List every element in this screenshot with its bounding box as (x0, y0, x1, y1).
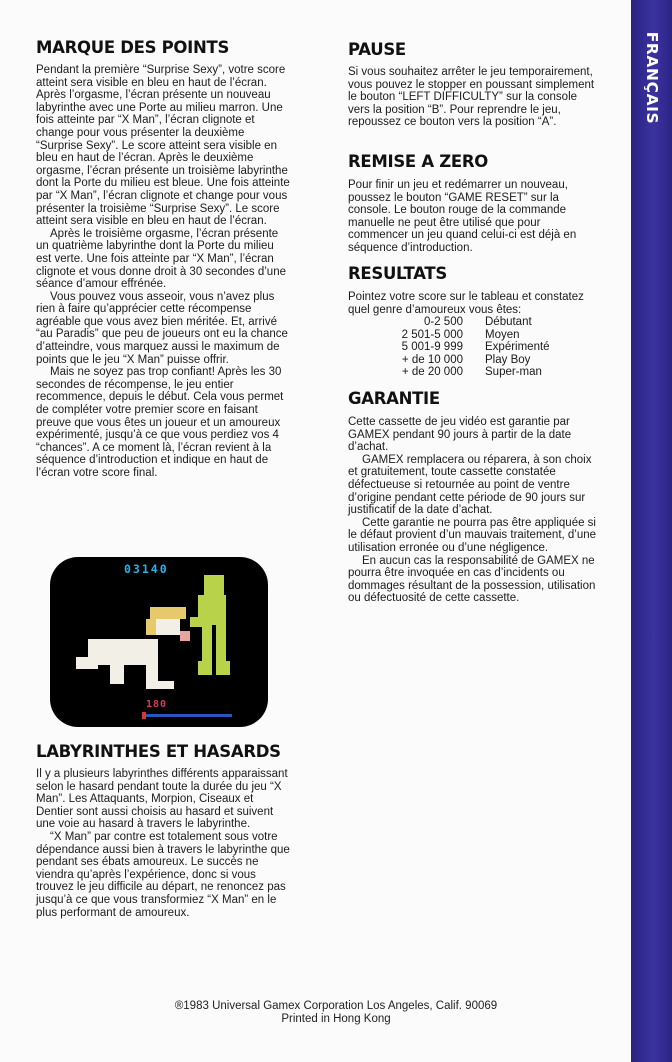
remise-paragraph: Pour finir un jeu et redémarrer un nouveau, poussez le bouton “GAME RESET” sur la console. Le bouton rouge de la commande manuelle ne peut être utilisé que pour commencer un jeu quand celui-ci est déjà en séquence d’introduction. (348, 179, 577, 254)
screenshot-score: 03140 (124, 562, 169, 576)
score-range: + de 20 000 (401, 366, 463, 379)
score-range: 5 001-9 999 (401, 341, 463, 354)
remise-text (348, 179, 598, 255)
score-rank: Débutant (485, 316, 532, 328)
labyrinthes-paragraph-2: “X Man” par contre est totalement sous votre dépendance aussi bien à travers le labyrinthe que pendant ses ébats amoureux. Le succès ne viendra qu’après l’expérience, donc si vous trouvez le jeu difficile au départ, ne renoncez pas jusqu’à ce que vous transformiez “X Man” en le plus performant de amoureux. (36, 830, 290, 919)
score-rank: Super-man (485, 366, 542, 379)
heading-garantie: GARANTIE (348, 389, 440, 408)
score-rank: Play Boy (485, 353, 531, 366)
score-table (348, 316, 550, 379)
screenshot-timer: 180 (146, 699, 168, 710)
heading-marque-des-points: MARQUE DES POINTS (36, 38, 230, 57)
score-range: + de 10 000 (401, 353, 463, 366)
garantie-paragraph-1: Cette cassette de jeu vidéo est garantie par GAMEX pendant 90 jours à partir de la date d’achat. (348, 416, 572, 454)
resultats-intro (348, 291, 598, 316)
score-rank: Expérimenté (485, 341, 550, 354)
score-range: 0-2 500 (423, 316, 463, 328)
score-row (348, 329, 550, 342)
marque-paragraph-4: Mais ne soyez pas trop confiant! Après les 30 secondes de récompense, le jeu entier recommence, depuis le début. Cela vous permet de compléter votre premier score en faisant preuve que vous êtes un joueur et un amoureux expérimenté, jusqu’à ce que vous perdiez vos 4 “chances”. A ce moment là, l’écran revient à la séquence d’introduction et indique en haut de l’écran votre score final. (36, 366, 284, 479)
score-row (348, 354, 550, 367)
heading-resultats: RESULTATS (348, 264, 447, 283)
resultats-intro-text: Pointez votre score sur le tableau et constatez quel genre d’amoureux vous êtes: (348, 291, 584, 316)
score-range: 2 501-5 000 (401, 328, 463, 341)
garantie-paragraph-4: En aucun cas la responsabilité de GAMEX ne pourra être invoquée en cas d’incidents ou dommages résultant de la possession, utilisation ou défectuosité de cette cassette. (348, 554, 596, 605)
labyrinthes-text (36, 768, 292, 919)
marque-paragraph-3: Vous pouvez vous asseoir, vous n’avez plus rien à faire qu’apprécier cette récompense agréable que vous avez bien méritée. Et, arrivé “au Paradis” que peu de joueurs ont eu la chance d’atteindre, vous marquez aussi le maximum de points que le jeu “X Man” puisse offrir. (36, 290, 288, 366)
pause-text (348, 66, 598, 129)
game-screenshot (50, 557, 268, 727)
score-row (348, 316, 550, 329)
language-label: FRANÇAIS (642, 31, 661, 125)
score-rank: Moyen (485, 328, 520, 341)
language-sidebar (631, 0, 672, 1062)
pause-paragraph: Si vous souhaitez arrêter le jeu temporairement, vous pouvez le stopper en poussant simplement le bouton “LEFT DIFFICULTY” sur la console vers la position “B”. Pour reprendre le jeu, repoussez ce bouton vers la position “A”. (348, 66, 595, 129)
heading-remise-a-zero: REMISE A ZERO (348, 152, 489, 171)
footer-copyright: ®1983 Universal Gamex Corporation Los Angeles, Calif. 90069 (174, 1000, 498, 1012)
heading-labyrinthes: LABYRINTHES ET HASARDS (36, 742, 281, 761)
garantie-text (348, 416, 598, 605)
marque-text (36, 64, 292, 480)
garantie-paragraph-3: Cette garantie ne pourra pas être appliquée si le défaut provient d’un mauvais traitement, d’une utilisation erronée ou d’une négligence. (348, 516, 597, 554)
garantie-paragraph-2: GAMEX remplacera ou réparera, à son choix et gratuitement, toute cassette constatée défectueuse si retournée au point de ventre d’origine pendant cette période de 90 jours sur justificatif de la date d’achat. (348, 453, 592, 517)
score-row (348, 366, 550, 379)
marque-paragraph-1: Pendant la première “Surprise Sexy”, votre score atteint sera visible en bleu en haut de l’écran. Après l’orgasme, l’écran présente un nouveau labyrinthe avec une Porte au milieu marron. Une fois atteinte par “X Man”, l’écran clignote et change pour vous présenter la deuxième “Surprise Sexy”. Le score atteint sera visible en bleu en haut de l’écran. Après le deuxième orgasme, l’écran présente un troisième labyrinthe dont la Porte du milieu est bleue. Une fois atteinte par “X Man”, l’écran clignote et change pour vous présenter la troisième “Surprise Sexy”. Le score atteint sera visible en bleu en haut de l’écran. (36, 64, 290, 228)
labyrinthes-paragraph-1: Il y a plusieurs labyrinthes différents apparaissant selon le hasard pendant toute la durée du jeu “X Man”. Les Attaquants, Morpion, Ciseaux et Dentier sont aussi choisis au hasard et suivent une voie au hasard à travers le labyrinthe. (36, 768, 288, 831)
footer-printed: Printed in Hong Kong (281, 1013, 391, 1025)
marque-paragraph-2: Après le troisième orgasme, l’écran présente un quatrième labyrinthe dont la Porte du milieu est verte. Une fois atteinte par “X Man”, l’écran clignote et vous donne droit à 30 secondes d’une séance d’amour effrénée. (36, 227, 286, 291)
heading-pause: PAUSE (348, 40, 406, 59)
score-row (348, 341, 550, 354)
